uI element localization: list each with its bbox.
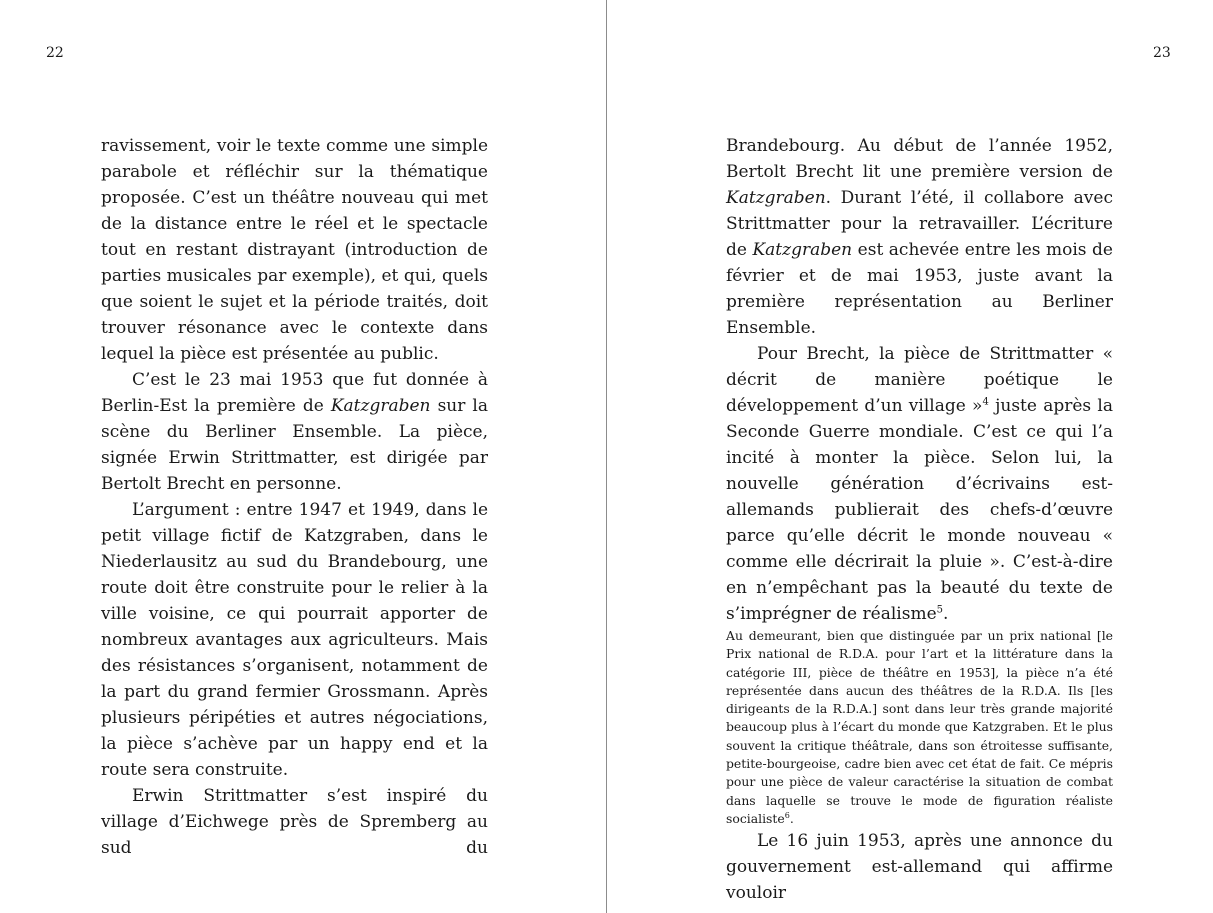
footnote-ref: 4 — [982, 396, 989, 408]
right-page-text — [726, 133, 1113, 906]
block-quote: Au demeurant, bien que distinguée par un prix national [le Prix national de R.D.A. pour l’art et la littérature dans la catégorie III, pièce de théâtre en 1953], la pièce n’a été représentée dans aucun des théâtres de la R.D.A. Ils [les dirigeants de la R.D.A.] sont dans leur très grande majorité beaucoup plus à l’écart du monde que Katzgraben. Et le plus souvent la critique théâtrale, dans son étroitesse suffisante, petite-bourgeoise, cadre bien avec cet état de fait. Ce mépris pour une pièce de valeur caractérise la situation de combat dans laquelle se trouve le mode de figuration réaliste socialiste$^6$. — [726, 628, 1113, 826]
paragraph: Pour Brecht, la pièce de Strittmatter « décrit de manière poétique le développement d’un village »$^4$ juste après la Seconde Guerre mondiale. C’est ce qui l’a incité à monter la pièce. Selon lui, la nouvelle génération d’écrivains est-allemands publierait des chefs-d’œuvre parce qu’elle décrit le monde nouveau « comme elle décrirait la pluie ». C’est-à-dire en n’empêchant pas la beauté du texte de s’imprégner de réalisme$^5$. — [726, 344, 1113, 624]
paragraph: L’argument : entre 1947 et 1949, dans le petit village fictif de Katzgraben, dans le Niederlausitz au sud du Brandebourg, une route doit être construite pour le relier à la ville voisine, ce qui pourrait apporter de nombreux avantages aux agriculteurs. Mais des résistances s’organisent, notamment de la part du grand fermier Grossmann. Après plusieurs péripéties et autres négociations, la pièce s’achève par un happy end et la route sera construite. — [101, 500, 488, 780]
left-page-text — [101, 133, 488, 861]
footnote-ref: 5 — [936, 604, 943, 616]
page-number-left: 22 — [46, 45, 64, 61]
book-gutter — [606, 0, 607, 913]
paragraph: Erwin Strittmatter s’est inspiré du village d’Eichwege près de Spremberg au sud du — [101, 786, 488, 858]
paragraph: Brandebourg. Au début de l’année 1952, Bertolt Brecht lit une première version de Katzgraben. Durant l’été, il collabore avec Strittmatter pour la retravailler. L’écriture de Katzgraben est achevée entre les mois de février et de mai 1953, juste avant la première représentation au Berliner Ensemble. — [726, 136, 1113, 338]
paragraph: C’est le 23 mai 1953 que fut donnée à Berlin-Est la première de Katzgraben sur la scène du Berliner Ensemble. La pièce, signée Erwin Strittmatter, est dirigée par Bertolt Brecht en personne. — [101, 370, 489, 494]
footnote-ref: 6 — [784, 810, 790, 820]
page-number-right: 23 — [1153, 45, 1171, 61]
paragraph: Le 16 juin 1953, après une annonce du gouvernement est-allemand qui affirme vouloir — [726, 831, 1113, 904]
paragraph: ravissement, voir le texte comme une simple parabole et réfléchir sur la thématique proposée. C’est un théâtre nouveau qui met de la distance entre le réel et le spectacle tout en restant distrayant (introduction de parties musicales par exemple), et qui, quels que soient le sujet et la période traités, doit trouver résonance avec le contexte dans lequel la pièce est présentée au public. — [101, 136, 488, 364]
